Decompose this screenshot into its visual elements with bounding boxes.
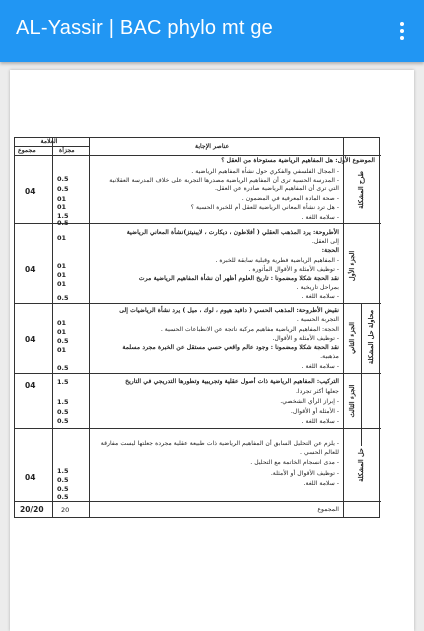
answer-line: - المجال الفلسفي والفكري حول نشأة المفاهيم الرياضية . — [191, 168, 339, 175]
answer-line: - مدى انسجام الخاتمة مع التحليل . — [250, 459, 339, 466]
section-mark: 1.5 — [57, 378, 69, 386]
section-mark: 01 — [57, 319, 67, 327]
section-mark: 01 — [57, 271, 67, 279]
section-mark: 0.5 — [57, 476, 69, 484]
answer-line: - سلامة اللغة . — [301, 363, 339, 370]
footer-label: المجموع — [317, 506, 339, 513]
section-mark: 01 — [57, 203, 67, 211]
section-mark: 0.5 — [57, 493, 69, 501]
answer-line: - المدرسة الحسية ترى أن المفاهيم الرياضية مصدرها التجربة على خلاف المدرسة العقلانية — [109, 177, 339, 184]
section-mark: 01 — [57, 234, 67, 242]
section-total: 04 — [25, 473, 36, 482]
section-label: طرح المشكلة — [357, 171, 365, 209]
answer-line: نقد الحجة شكلا ومضمونا : وجود عالم واقعي حسي مستقل عن الخبرة مجرد مسلمة — [122, 344, 339, 351]
answer-line: الأطروحة: يرد المذهب العقلي ( أفلاطون ، ديكارت ، لايبنيتز)نشأة المعاني الرياضية — [126, 229, 339, 236]
footer-total: 20/20 — [20, 505, 44, 514]
answer-line: - الأمثلة أو الأقوال. — [290, 408, 339, 415]
answer-line: نقيض الأطروحة: المذهب الحسي ( دافيد هيوم ، لوك ، ميل ) يرد نشأة الرياضيات إلى — [119, 307, 339, 314]
section-label: حل المشكلة — [357, 448, 365, 482]
section-total: 04 — [25, 381, 36, 390]
section-label: الجزء الأول — [348, 250, 356, 282]
section-mark: 1.5 — [57, 467, 69, 475]
answer-table — [14, 137, 380, 518]
section-mark: 01 — [57, 328, 67, 336]
section-mark: 1.5 — [57, 212, 69, 220]
answer-line: إلى العقل. — [311, 238, 339, 245]
answer-line: الحجة: المفاهيم الرياضية مفاهيم مركبة ناتجة عن الانطباعات الحسية . — [160, 326, 339, 333]
answer-line: - هل ترد نشأة المعاني الرياضية للعقل أم للخبرة الحسية ؟ — [190, 204, 339, 211]
answer-line: - سلامة اللغة. — [303, 480, 339, 487]
footer-partial: 20 — [61, 506, 70, 514]
answer-line: للعالم الحسي . — [300, 449, 339, 456]
app-bar — [0, 0, 424, 62]
header-mark: العلامة — [40, 138, 58, 145]
answer-line: بمراحل تاريخية . — [296, 284, 339, 291]
answer-line: جعلها أكثر تجردا. — [295, 388, 339, 395]
answer-line: - سلامة اللغة . — [301, 418, 339, 425]
answer-line: - المفاهيم الرياضية فطرية وقبلية سابقة للخبرة . — [215, 257, 339, 264]
side-group-label: محاولة حل المشكلة — [367, 309, 375, 365]
section-mark: 1.5 — [57, 398, 69, 406]
section-mark: 0.5 — [57, 175, 69, 183]
header-total: مجموع — [18, 147, 36, 154]
answer-line: - سلامة اللغة . — [301, 214, 339, 221]
header-partial: مجزأة — [59, 147, 75, 154]
section-label: الجزء الثاني — [348, 322, 356, 354]
section-mark: 0.5 — [57, 417, 69, 425]
answer-line: الحجة: — [321, 247, 339, 254]
section-label: الجزء الثالث — [348, 384, 356, 418]
more-vert-icon[interactable] — [390, 19, 414, 43]
section-mark: 01 — [57, 280, 67, 288]
answer-line: التركيب: المفاهيم الرياضية ذات أصول عقلية وتجريبية وتطورها التدريجي في التاريخ — [125, 378, 339, 385]
answer-line: - توظيف الأمثلة و الأقوال المأثورة . — [248, 266, 339, 273]
topic-title: الموضوع الأول: هل المفاهيم الرياضية مستوحاة من العقل ؟ — [221, 157, 375, 164]
answer-line: نقد الحجة شكلا ومضمونا : تاريخ العلوم أظهر أن نشأة المفاهيم الرياضية مرت — [138, 275, 339, 282]
section-mark: 0.5 — [57, 185, 69, 193]
section-mark: 0.5 — [57, 364, 69, 372]
section-total: 04 — [25, 187, 36, 196]
section-mark: 0.5 — [57, 219, 69, 227]
answer-line: - سلامة اللغة . — [301, 293, 339, 300]
header-answer: عناصر الإجابة — [195, 143, 230, 150]
answer-line: التي ترى أن المفاهيم الرياضية صادرة عن العقل. — [214, 185, 339, 192]
answer-line: - صحة المادة المعرفية في المضمون . — [241, 195, 339, 202]
section-mark: 0.5 — [57, 485, 69, 493]
answer-line: التجربة الحسية . — [296, 316, 339, 323]
section-mark: 0.5 — [57, 408, 69, 416]
section-mark: 0.5 — [57, 294, 69, 302]
section-mark: 01 — [57, 262, 67, 270]
section-total: 04 — [25, 265, 36, 274]
section-mark: 0.5 — [57, 337, 69, 345]
answer-line: - توظيف الأمثلة و الأقوال. — [272, 335, 339, 342]
app-title: AL-Yassir | BAC phylo mt ge — [16, 17, 273, 39]
answer-line: - يلزم عن التحليل السابق أن المفاهيم الرياضية ذات طبيعة عقلية مجردة جعلتها ليست مفارقة — [100, 440, 339, 447]
section-mark: 01 — [57, 346, 67, 354]
answer-line: - إبراز الرأي الشخصي. — [280, 398, 339, 405]
answer-line: مذهبية. — [320, 353, 339, 360]
section-mark: 01 — [57, 195, 67, 203]
answer-line: - توظيف الأقوال أو الأمثلة. — [270, 470, 339, 477]
section-total: 04 — [25, 335, 36, 344]
